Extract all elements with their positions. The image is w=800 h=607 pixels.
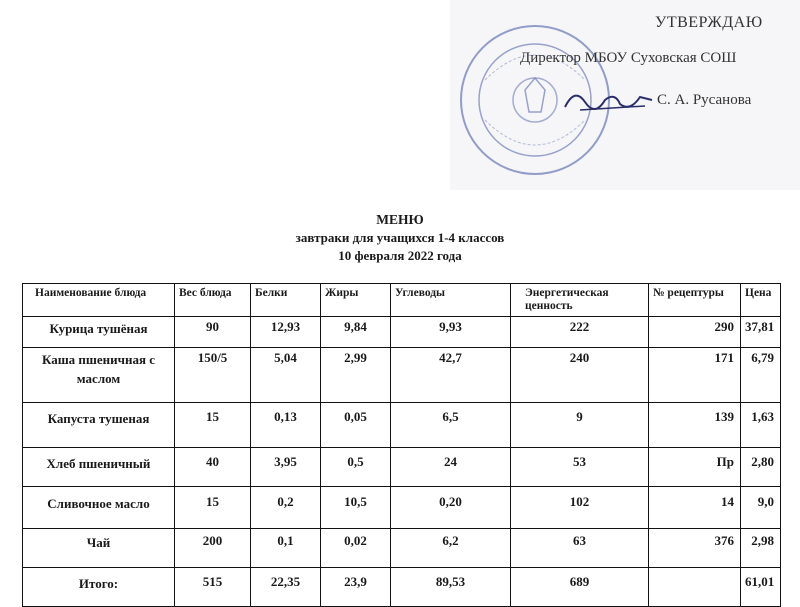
table-row [23, 403, 781, 448]
table-row [23, 448, 781, 487]
table-row [23, 487, 781, 529]
dish-carbs: 9,93 [391, 317, 511, 348]
approval-director: Директор МБОУ Суховская СОШ [520, 50, 737, 66]
dish-carbs: 24 [391, 448, 511, 487]
dish-weight: 200 [175, 529, 251, 568]
dish-energy: 63 [511, 529, 649, 568]
dish-proteins: 0,13 [251, 403, 321, 448]
dish-name: Хлеб пшеничный [23, 448, 175, 487]
total-fats: 23,9 [321, 568, 391, 607]
menu-date: 10 февраля 2022 года [338, 248, 462, 263]
header-energy: Энергетическая ценность [511, 284, 649, 317]
dish-fats: 10,5 [321, 487, 391, 529]
header-price: Цена [741, 284, 781, 317]
dish-price: 2,80 [741, 448, 781, 487]
total-label: Итого: [23, 568, 175, 607]
total-price: 61,01 [741, 568, 781, 607]
signature-icon [560, 82, 655, 122]
dish-recipe: 171 [649, 348, 741, 403]
dish-weight: 40 [175, 448, 251, 487]
header-name: Наименование блюда [23, 284, 175, 317]
header-recipe: № рецептуры [649, 284, 741, 317]
dish-energy: 9 [511, 403, 649, 448]
dish-carbs: 6,2 [391, 529, 511, 568]
menu-subtitle: завтраки для учащихся 1-4 классов [295, 230, 505, 245]
total-recipe [649, 568, 741, 607]
dish-name: Сливочное масло [23, 487, 175, 529]
dish-carbs: 6,5 [391, 403, 511, 448]
dish-price: 9,0 [741, 487, 781, 529]
dish-energy: 240 [511, 348, 649, 403]
dish-recipe: 376 [649, 529, 741, 568]
dish-proteins: 0,1 [251, 529, 321, 568]
dish-proteins: 12,93 [251, 317, 321, 348]
dish-price: 6,79 [741, 348, 781, 403]
dish-name: Чай [23, 529, 175, 568]
dish-proteins: 3,95 [251, 448, 321, 487]
dish-energy: 53 [511, 448, 649, 487]
dish-price: 2,98 [741, 529, 781, 568]
dish-price: 37,81 [741, 317, 781, 348]
dish-fats: 0,05 [321, 403, 391, 448]
menu-table [22, 283, 781, 607]
header-weight: Вес блюда [175, 284, 251, 317]
header-proteins: Белки [251, 284, 321, 317]
dish-energy: 102 [511, 487, 649, 529]
dish-fats: 0,5 [321, 448, 391, 487]
table-header-row [23, 284, 781, 317]
dish-name: Курица тушёная [23, 317, 175, 348]
dish-proteins: 5,04 [251, 348, 321, 403]
dish-proteins: 0,2 [251, 487, 321, 529]
dish-fats: 2,99 [321, 348, 391, 403]
dish-recipe: 290 [649, 317, 741, 348]
dish-energy: 222 [511, 317, 649, 348]
dish-name: Каша пшеничная с маслом [23, 348, 175, 403]
total-weight: 515 [175, 568, 251, 607]
dish-carbs: 0,20 [391, 487, 511, 529]
dish-price: 1,63 [741, 403, 781, 448]
dish-weight: 150/5 [175, 348, 251, 403]
approval-name: С. А. Русанова [657, 92, 752, 108]
table-row [23, 348, 781, 403]
dish-recipe: 139 [649, 403, 741, 448]
menu-title: МЕНЮ [376, 212, 424, 227]
table-row [23, 529, 781, 568]
dish-name: Капуста тушеная [23, 403, 175, 448]
dish-carbs: 42,7 [391, 348, 511, 403]
dish-recipe: 14 [649, 487, 741, 529]
dish-weight: 15 [175, 487, 251, 529]
total-row [23, 568, 781, 607]
header-fats: Жиры [321, 284, 391, 317]
table-row [23, 317, 781, 348]
dish-recipe: Пр [649, 448, 741, 487]
approval-title: УТВЕРЖДАЮ [655, 14, 763, 31]
total-energy: 689 [511, 568, 649, 607]
total-carbs: 89,53 [391, 568, 511, 607]
dish-weight: 15 [175, 403, 251, 448]
dish-fats: 9,84 [321, 317, 391, 348]
dish-fats: 0,02 [321, 529, 391, 568]
total-proteins: 22,35 [251, 568, 321, 607]
dish-weight: 90 [175, 317, 251, 348]
header-carbs: Углеводы [391, 284, 511, 317]
